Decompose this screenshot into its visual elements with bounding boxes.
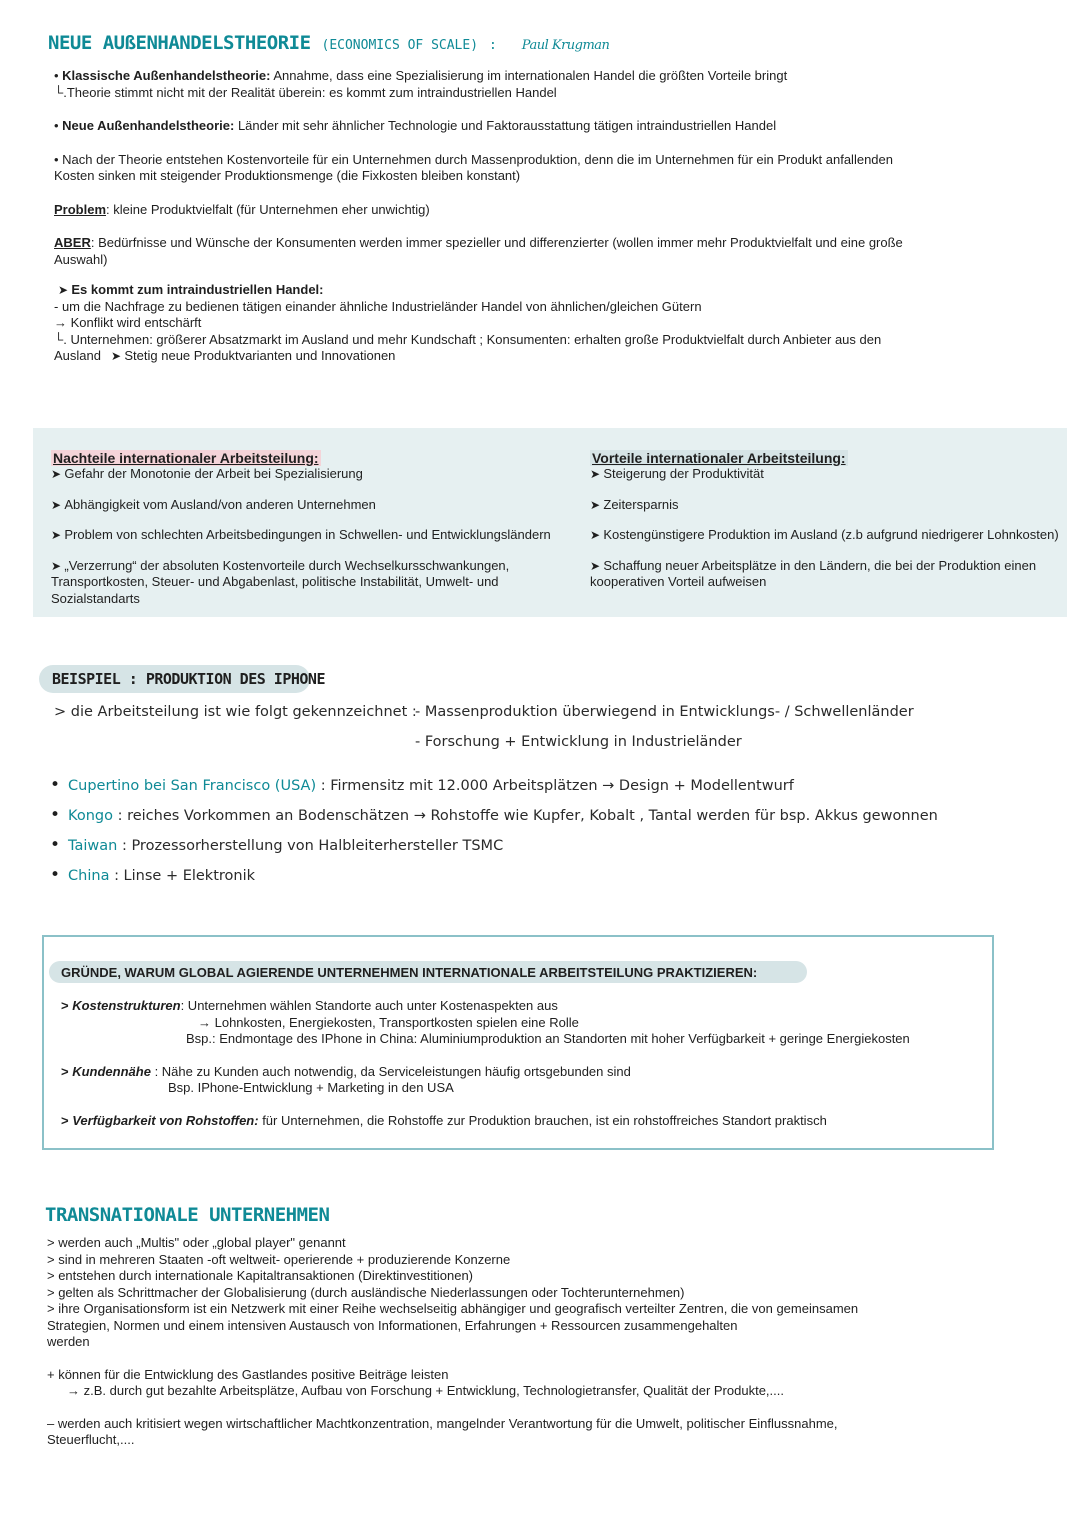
list-item: • China : Linse + Elektronik	[50, 865, 256, 885]
rohstoffe-label: Verfügbarkeit von Rohstoffen:	[72, 1112, 259, 1128]
intro-result: ➤ Es kommt zum intraindustriellen Handel: - um die Nachfrage zu bedienen tätigen einander ähnliche Industrieländer Handel von ähnlichen/gleichen Gütern → Konflikt wird entschärft └. Unternehmen: größerer Absatzmarkt im Ausland und mehr Kundschaft ; Konsumenten: erhalten große Produktvielfalt durch Anbieter aus den Ausland ➤ Stetig neue Produktvarianten und Innovationen	[54, 282, 882, 363]
vorteil-item: ➤ Kostengünstigere Produktion im Ausland (z.b aufgrund niedrigerer Lohnkosten)	[590, 527, 1059, 542]
vorteil-item: ➤ Steigerung der Produktivität	[590, 466, 764, 481]
intro-p3: • Nach der Theorie entstehen Kostenvorteile für ein Unternehmen durch Massenproduktion, denn die im Unternehmen für ein Produkt anfallenden Kosten sinken mit steigender Produktionsmenge (die Fixkosten bleiben konstant)	[54, 151, 893, 183]
nachteil-item: ➤ Gefahr der Monotonie der Arbeit bei Spezialisierung	[51, 466, 363, 481]
transnational-minus: – werden auch kritisiert wegen wirtschaftlicher Machtkonzentration, mangelnder Verantwortung für die Umwelt, politischer Einflussnahme, Steuerflucht,....	[47, 1415, 838, 1447]
arrow-right-icon: →	[54, 315, 71, 330]
page-title-sub: (ECONOMICS OF SCALE)	[321, 38, 479, 53]
vorteil-item: ➤ Schaffung neuer Arbeitsplätze in den Ländern, die bei der Produktion einen kooperativen Vorteil aufweisen	[590, 557, 1037, 589]
intro-p1-sub: └.Theorie stimmt nicht mit der Realität überein: es kommt zum intraindustriellen Handel	[54, 84, 557, 100]
nachteil-item: ➤ „Verzerrung“ der absoluten Kostenvorteile durch Wechselkursschwankungen, Transportkosten, Steuer- und Abgabenlast, politische Instabilität, Umwelt- und Sozialstandarts	[51, 557, 510, 606]
beispiel-point1: - Massenproduktion überwiegend in Entwicklungs- / Schwellenländer	[415, 704, 914, 720]
page-title-sep: :	[489, 38, 497, 53]
beispiel-point2: - Forschung + Entwicklung in Industrieländer	[415, 734, 742, 750]
intro-problem: Problem: kleine Produktvielfalt (für Unternehmen eher unwichtig)	[54, 201, 430, 217]
beispiel-title: BEISPIEL : PRODUKTION DES IPHONE	[52, 670, 325, 688]
page-title-main: NEUE AUßENHANDELSTHEORIE	[48, 32, 311, 54]
transnational-content: > werden auch „Multis" oder „global player" genannt > sind in mehreren Staaten -oft weltweit- operierende + produzierende Konzerne > entstehen durch internationale Kapitaltransaktionen (Direktinvestitionen) > gelten als Schrittmacher der Globalisierung (durch ausländische Niederlassungen oder Tochterunternehmen) > ihre Organisationsform ist ein Netzwerk mit einer Reihe wechselseitig abhängiger und geografisch verteilter Zentren, die von gemeinsamen Strategien, Normen und einem intensiven Austausch von Informationen, Erfahrungen + Ressourcen zusammengehalten werden + können für die Entwicklung des Gastlandes positive Beiträge leisten → z.B. durch gut bezahlte Arbeitsplätze, Aufbau von Forschung + Entwicklung, Technologietransfer, Qualität der Produkte,.... – werden auch kritisiert wegen wirtschaftlicher Machtkonzentration, mangelnder Verantwortung für die Umwelt, politischer Einflussnahme, Steuerflucht,....	[47, 1235, 1047, 1449]
intro-p2-text: Länder mit sehr ähnlicher Technologie und Faktorausstattung tätigen intraindustriellen Handel	[234, 118, 777, 133]
arrowhead-icon: ➤	[51, 467, 65, 481]
arrowhead-icon: ➤	[51, 558, 65, 573]
list-item: • Cupertino bei San Francisco (USA) : Firmensitz mit 12.000 Arbeitsplätzen → Design + Modellentwurf	[50, 775, 794, 795]
intro-p1-text: Annahme, dass eine Spezialisierung im internationalen Handel die größten Vorteile bringt	[270, 68, 788, 83]
transnational-plus: + können für die Entwicklung des Gastlandes positive Beiträge leisten → z.B. durch gut bezahlte Arbeitsplätze, Aufbau von Forschung + Entwicklung, Technologietransfer, Qualität der Produkte,....	[47, 1366, 784, 1398]
vorteile-title: Vorteile internationaler Arbeitsteilung:	[592, 450, 846, 466]
intro-section	[54, 68, 1054, 365]
gruende-content: > Kostenstrukturen: Unternehmen wählen Standorte auch unter Kostenaspekten aus → Lohnkosten, Energiekosten, Transportkosten spielen eine Rolle Bsp.: Endmontage des IPhone in China: Aluminiumproduktion an Standorten mit hoher Verfügbarkeit + geringe Energiekosten > Kundennähe : Nähe zu Kunden auch notwendig, da Serviceleistungen häufig ortsgebunden sind Bsp. IPhone-Entwicklung + Marketing in den USA > Verfügbarkeit von Rohstoffen: für Unternehmen, die Rohstoffe zur Produktion brauchen, ist ein rohstoffreiches Standort praktisch	[61, 998, 910, 1128]
list-item: • Kongo : reiches Vorkommen an Bodenschätzen → Rohstoffe wie Kupfer, Kobalt , Tantal werden für bsp. Akkus gewonnen	[50, 805, 938, 825]
list-item: • Taiwan : Prozessorherstellung von Halbleiterhersteller TSMC	[50, 835, 504, 855]
page-title-author: Paul Krugman	[521, 38, 610, 53]
intro-p2-bold: Neue Außenhandelstheorie:	[62, 118, 235, 133]
arrowhead-icon: ➤	[51, 528, 65, 542]
nachteile-title: Nachteile internationaler Arbeitsteilung:	[53, 450, 319, 466]
kundennaehe-label: Kundennähe	[72, 1063, 151, 1079]
arrowhead-icon: ➤	[590, 497, 604, 512]
aber-label: ABER	[54, 235, 91, 250]
vorteil-item: ➤ Zeitersparnis	[590, 496, 679, 512]
transnational-title: TRANSNATIONALE UNTERNEHMEN	[45, 1204, 330, 1226]
nachteil-item: ➤ Problem von schlechten Arbeitsbedingungen in Schwellen- und Entwicklungsländern	[51, 527, 551, 542]
arrowhead-icon: ➤	[590, 558, 604, 573]
arrowhead-icon: ➤	[590, 467, 604, 481]
intro-aber: ABER: Bedürfnisse und Wünsche der Konsumenten werden immer spezieller und differenzierter (wollen immer mehr Produktvielfalt und eine große Auswahl)	[54, 235, 903, 267]
page-title	[48, 32, 609, 54]
corner-arrow-icon: └.	[54, 331, 71, 347]
vorteile-column	[590, 450, 1065, 591]
kostenstrukturen-label: Kostenstrukturen	[72, 998, 181, 1013]
nachteil-item: ➤ Abhängigkeit vom Ausland/von anderen Unternehmen	[51, 496, 376, 512]
intro-p1-bold: Klassische Außenhandelstheorie:	[62, 68, 271, 83]
intro-p1: • Klassische Außenhandelstheorie: Annahme, dass eine Spezialisierung im internationalen Handel die größten Vorteile bringt	[54, 68, 788, 83]
nachteile-column	[51, 450, 571, 607]
corner-arrow-icon: └.	[54, 84, 67, 100]
beispiel-list	[50, 776, 1050, 896]
arrowhead-icon: ➤	[590, 528, 604, 542]
problem-label: Problem	[54, 201, 107, 217]
gruende-title: GRÜNDE, WARUM GLOBAL AGIERENDE UNTERNEHMEN INTERNATIONALE ARBEITSTEILUNG PRAKTIZIEREN:	[61, 965, 758, 980]
intro-p2: • Neue Außenhandelstheorie: Länder mit sehr ähnlicher Technologie und Faktorausstattung tätigen intraindustriellen Handel	[54, 118, 777, 133]
beispiel-intro: > die Arbeitsteilung ist wie folgt gekennzeichnet :	[54, 704, 417, 720]
arrowhead-icon: ➤	[51, 497, 65, 512]
arrowhead-icon: ➤	[110, 349, 125, 363]
arrowhead-icon: ➤	[58, 283, 72, 297]
